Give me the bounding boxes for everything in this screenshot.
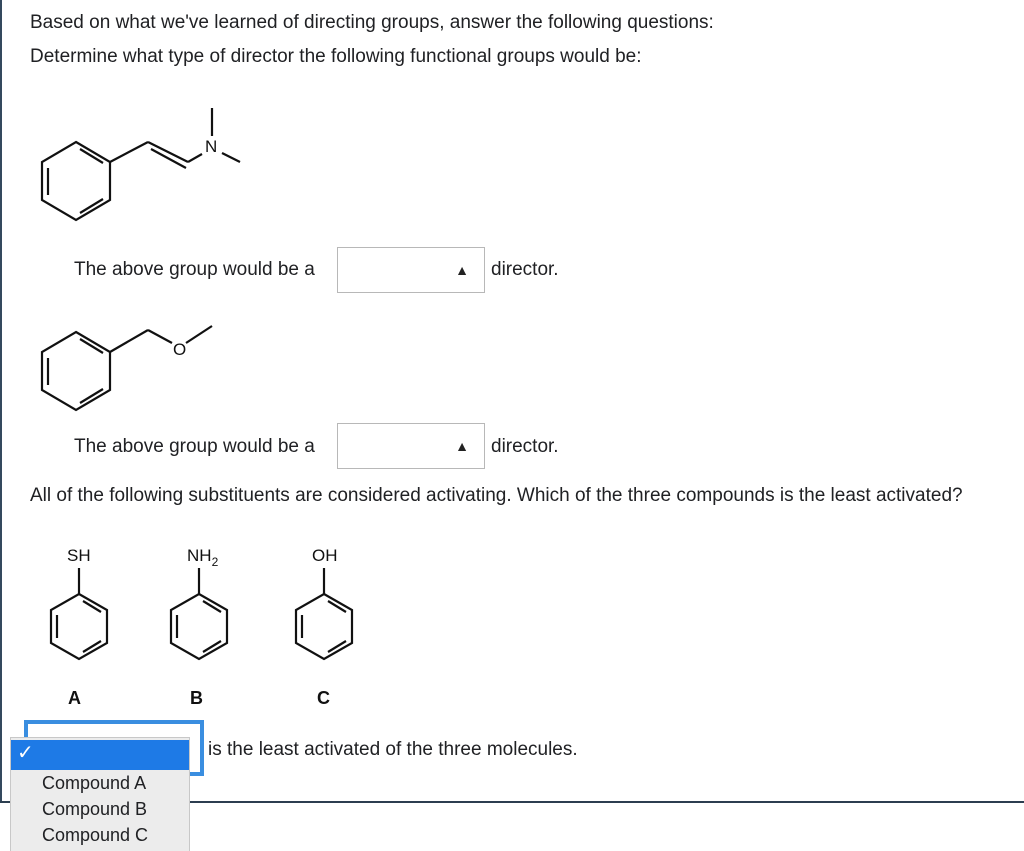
question1-suffix: director. xyxy=(491,259,559,280)
question3-prompt: All of the following substituents are considered activating. Which of the three compounds is the least activated? xyxy=(30,485,963,506)
question1-prefix: The above group would be a xyxy=(74,259,315,280)
dropdown-option-compound-a[interactable]: Compound A xyxy=(42,773,147,793)
up-down-arrows-icon: ▲ xyxy=(455,262,469,278)
dropdown-option-compound-b[interactable]: Compound B xyxy=(42,799,148,819)
compound-b-letter: B xyxy=(190,688,203,708)
up-down-arrows-icon: ▲ xyxy=(455,438,469,454)
compound-a-letter: A xyxy=(68,688,81,708)
molecule-enamine-structure xyxy=(40,100,300,230)
question1-director-select[interactable] xyxy=(337,247,485,293)
compound-a-structure xyxy=(45,542,125,708)
compound-b-substituent: $NH_2$ xyxy=(187,546,219,569)
dropdown-option-blank[interactable] xyxy=(11,740,189,770)
compound-dropdown-list xyxy=(10,737,190,851)
compound-b-structure xyxy=(165,542,245,708)
molecule-ether-structure xyxy=(40,310,240,410)
left-border xyxy=(0,0,2,802)
question3-answer-suffix: is the least activated of the three molecules. xyxy=(208,739,578,760)
compound-c-structure xyxy=(290,542,370,708)
oxygen-atom-label: O xyxy=(173,340,187,359)
compound-c-letter: C xyxy=(317,688,330,708)
question2-director-select[interactable] xyxy=(337,423,485,469)
question2-suffix: director. xyxy=(491,436,559,457)
dropdown-option-compound-c[interactable]: Compound C xyxy=(42,825,149,845)
instruction-line-1: Based on what we've learned of directing groups, answer the following questions: xyxy=(30,12,714,33)
compound-c-substituent: OH xyxy=(312,546,338,565)
instruction-line-2: Determine what type of director the following functional groups would be: xyxy=(30,46,642,67)
question2-prefix: The above group would be a xyxy=(74,436,315,457)
checkmark-icon: ✓ xyxy=(17,742,34,764)
compound-a-substituent: SH xyxy=(67,546,91,565)
nitrogen-atom-label: N xyxy=(205,137,218,156)
